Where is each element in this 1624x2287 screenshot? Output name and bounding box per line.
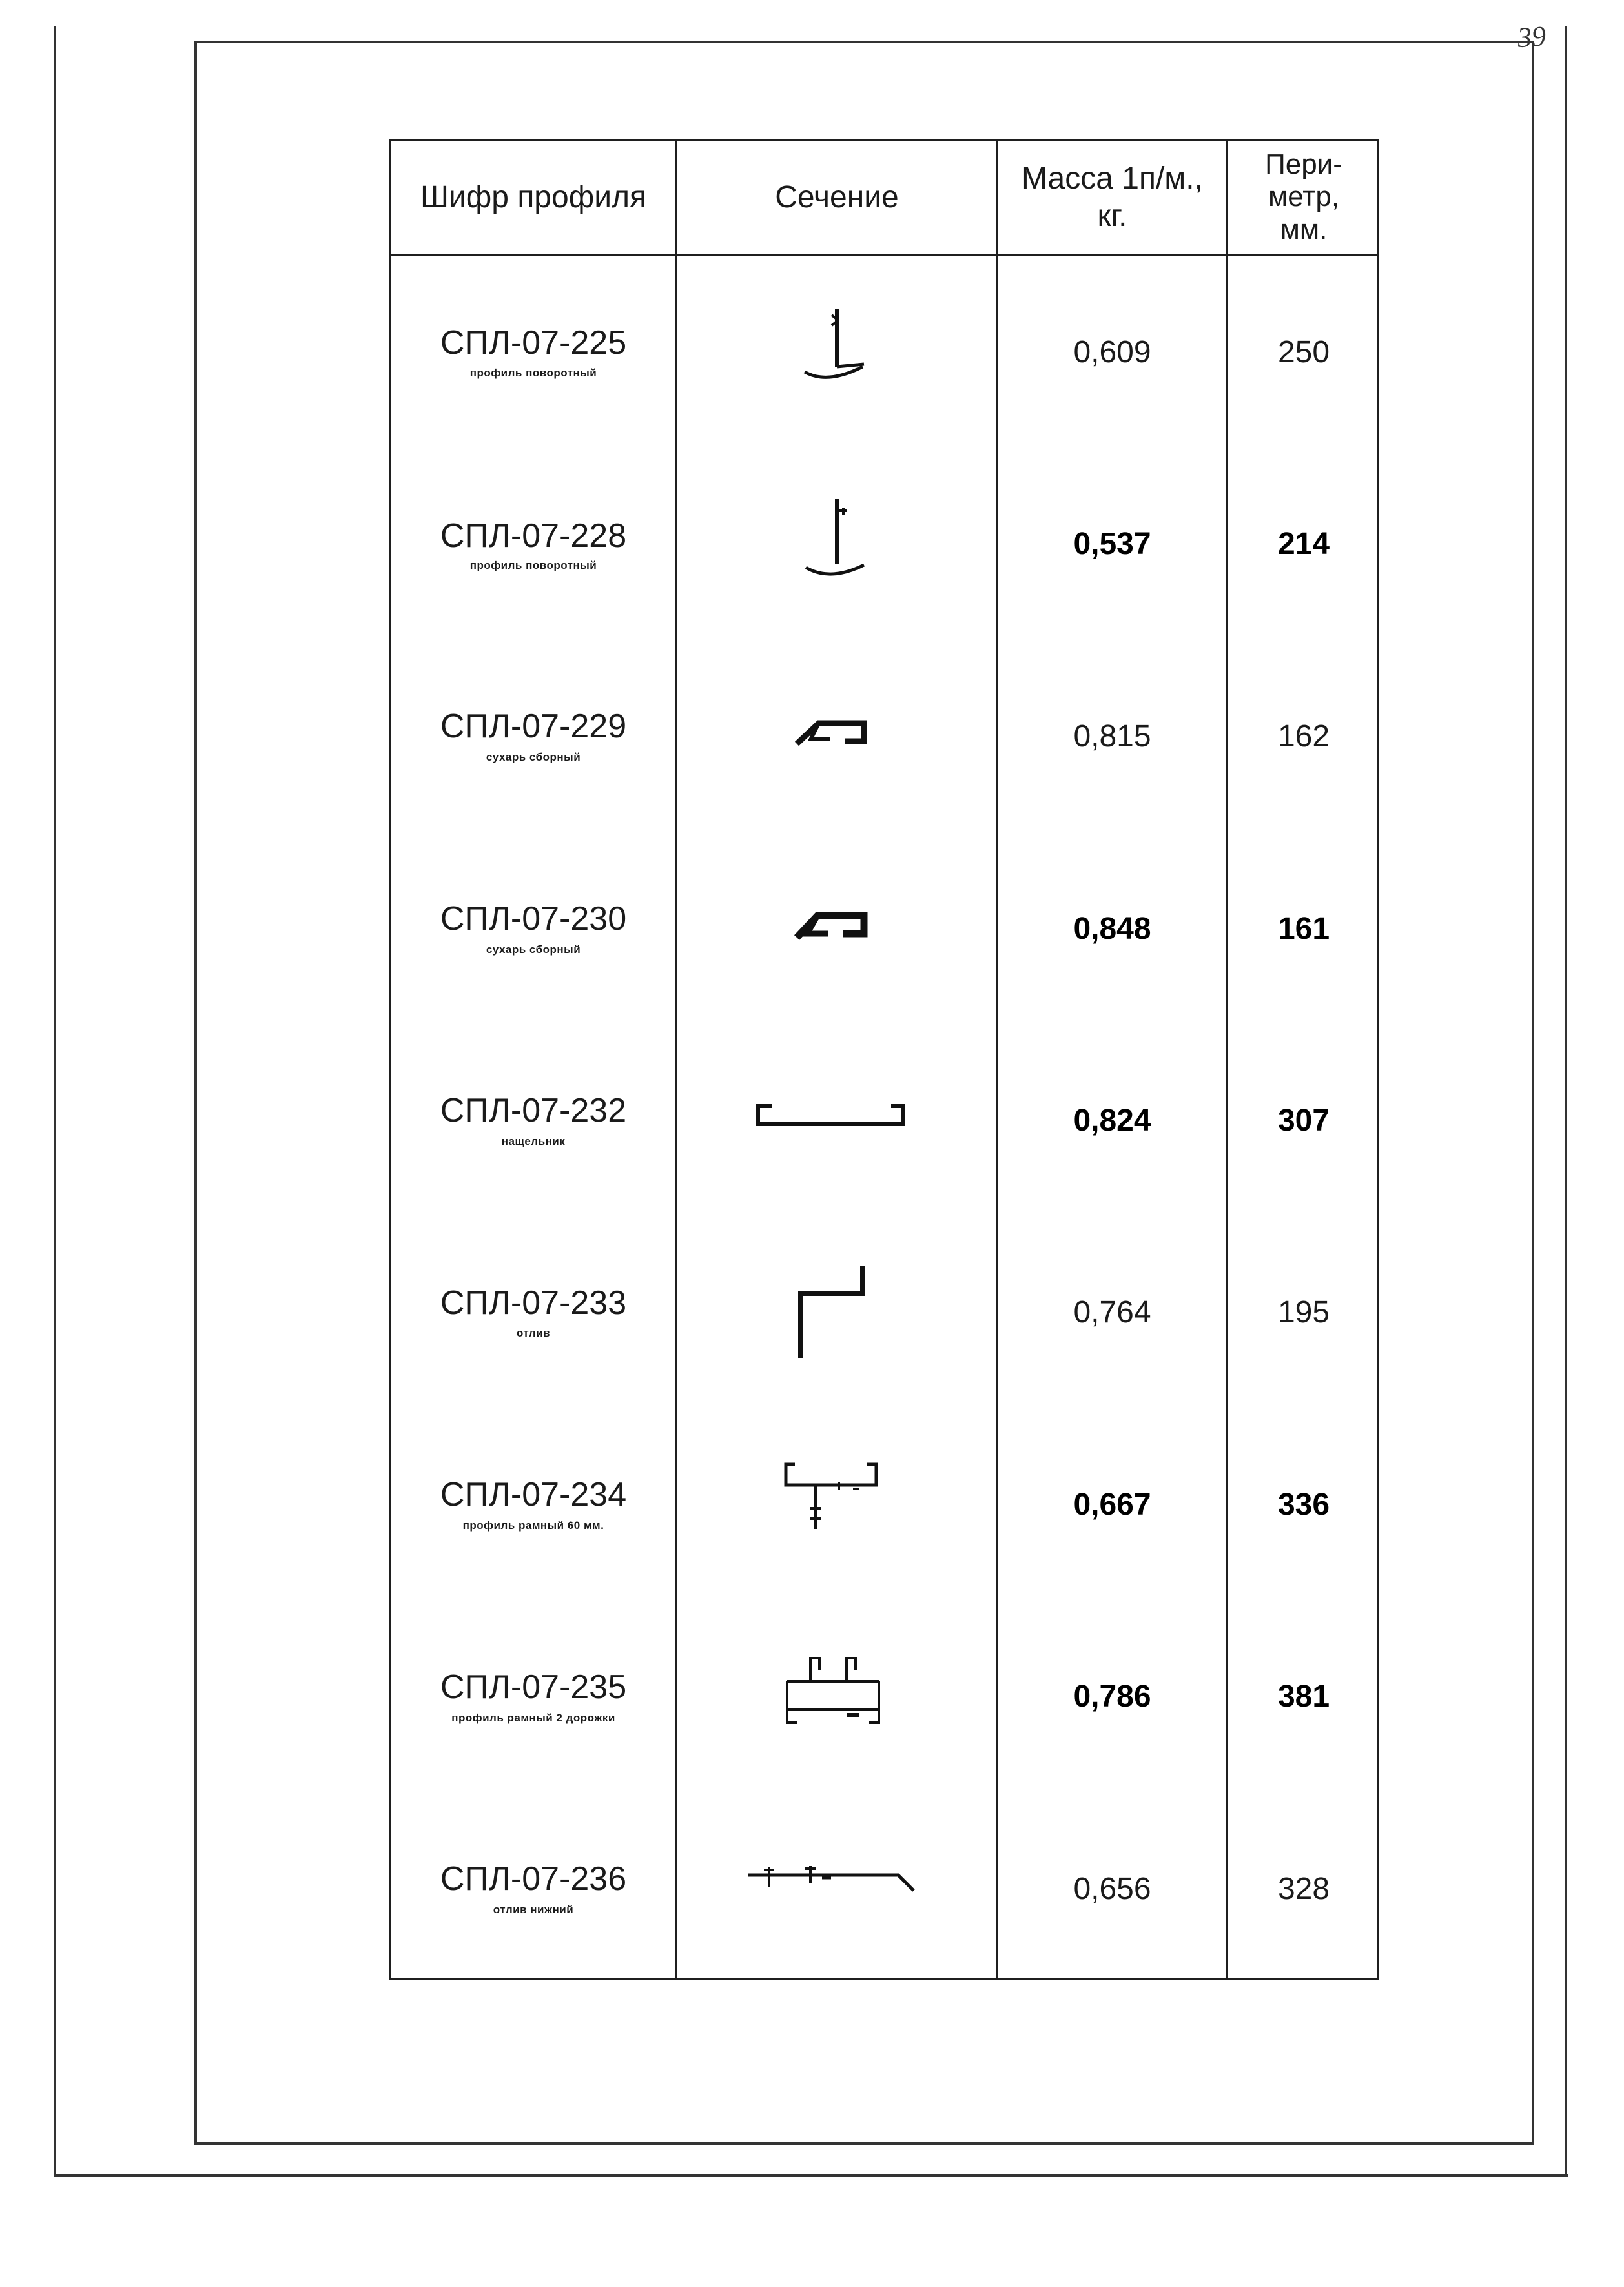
profile-caption: профиль поворотный [469,559,597,571]
header-divider [391,254,1377,256]
frame-profile-two-track-section-icon [782,1645,892,1736]
header-code [391,141,675,254]
perimeter-value: 336 [1277,1488,1330,1522]
header-mass-line2: кг. [1097,198,1127,233]
inner-frame-bottom [194,2142,1534,2145]
mass-value: 0,848 [1073,912,1151,946]
profile-code: СПЛ-07-235 [440,1668,627,1706]
profile-caption: нащельник [501,1135,566,1147]
profile-caption: профиль рамный 2 дорожки [451,1712,615,1724]
mass-value: 0,537 [1073,527,1151,561]
frame-profile-section-icon [782,1458,892,1542]
inner-frame-right [1532,41,1534,2144]
profile-code: СПЛ-07-234 [440,1476,627,1513]
profile-caption: отлив нижний [493,1903,574,1916]
cover-strip-section-icon [753,1093,914,1138]
perimeter-value: 307 [1277,1103,1330,1138]
outer-left-border [54,26,56,2176]
perimeter-value: 195 [1277,1295,1330,1329]
inner-frame-left [194,41,197,2144]
perimeter-value: 328 [1277,1872,1330,1906]
header-perimeter [1228,141,1379,254]
mass-value: 0,667 [1073,1488,1151,1522]
profile-code: СПЛ-07-236 [440,1860,627,1898]
header-perimeter-line2: метр, [1268,181,1340,213]
profile-code: СПЛ-07-233 [440,1284,627,1322]
perimeter-value: 214 [1277,527,1330,561]
assembly-insert-section-icon [792,901,876,947]
header-code-label: Шифр профиля [420,179,646,214]
mass-value: 0,786 [1073,1679,1151,1714]
header-section [677,141,996,254]
profile-caption: сухарь сборный [486,943,581,956]
rotary-profile-section-icon [792,302,882,386]
header-section-label: Сечение [775,179,899,214]
profile-caption: сухарь сборный [486,751,581,763]
profile-caption: отлив [516,1327,551,1339]
profile-caption: профиль рамный 60 мм. [462,1519,604,1532]
header-mass-line1: Масса 1п/м., [1022,161,1203,196]
profile-table [389,139,1379,1980]
perimeter-value: 250 [1277,335,1330,369]
profile-caption: профиль поворотный [469,367,597,379]
rotary-profile-section-icon [792,493,882,583]
profile-code: СПЛ-07-228 [440,517,627,555]
mass-value: 0,815 [1073,719,1151,754]
header-perimeter-line1: Пери- [1265,148,1342,180]
page-number: 39 [1516,20,1547,54]
inner-frame-top [194,41,1533,43]
mass-value: 0,764 [1073,1295,1151,1329]
header-perimeter-line3: мм. [1280,213,1328,245]
perimeter-value: 162 [1277,719,1330,754]
profile-code: СПЛ-07-225 [440,324,627,362]
perimeter-value: 161 [1277,912,1330,946]
outer-bottom-border [54,2174,1568,2177]
lower-drip-section-icon [743,1858,930,1910]
header-mass [998,141,1226,254]
outer-right-border [1565,26,1567,2176]
profile-code: СПЛ-07-229 [440,708,627,745]
assembly-insert-section-icon [792,709,876,754]
perimeter-value: 381 [1277,1679,1330,1714]
drip-section-icon [792,1261,876,1364]
mass-value: 0,609 [1073,335,1151,369]
mass-value: 0,824 [1073,1103,1151,1138]
mass-value: 0,656 [1073,1872,1151,1906]
profile-code: СПЛ-07-230 [440,900,627,938]
column-divider [675,141,677,1978]
profile-code: СПЛ-07-232 [440,1092,627,1129]
